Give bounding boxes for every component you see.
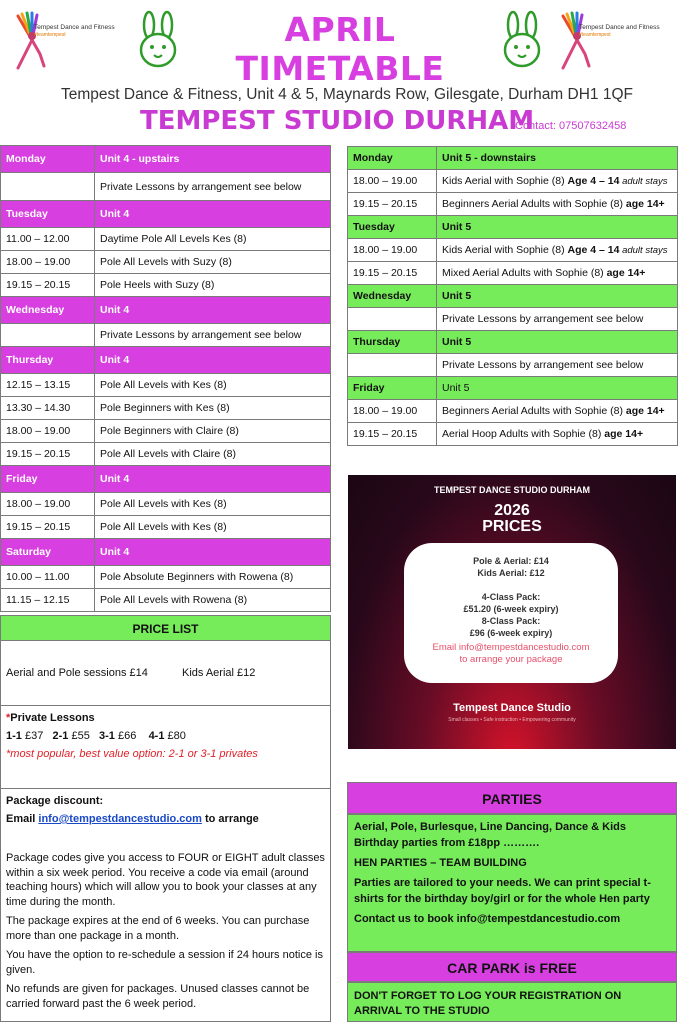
- day-name: Saturday: [1, 539, 95, 566]
- day-name: Thursday: [348, 331, 437, 354]
- class-description: Mixed Aerial Adults with Sophie (8) age 14+: [437, 262, 678, 285]
- unit-label: Unit 5: [437, 331, 678, 354]
- class-row: [348, 239, 678, 262]
- class-time: 19.15 – 20.15: [1, 443, 95, 466]
- class-description: Aerial Hoop Adults with Sophie (8) age 14+: [437, 423, 678, 446]
- class-row: [1, 516, 331, 539]
- unit-label: Unit 5 - downstairs: [437, 147, 678, 170]
- day-header-row: [1, 201, 331, 228]
- class-description: Kids Aerial with Sophie (8) Age 4 – 14 adult stays: [437, 170, 678, 193]
- logo-subtext: #teamtempest: [34, 32, 66, 38]
- parties-body: [347, 814, 677, 952]
- class-time: [348, 308, 437, 331]
- class-time: 11.15 – 12.15: [1, 589, 95, 612]
- day-name: Monday: [348, 147, 437, 170]
- day-name: Wednesday: [348, 285, 437, 308]
- promo-tagline: Small classes • Safe instruction • Empowering community: [448, 717, 576, 723]
- class-row: [1, 173, 331, 201]
- class-time: [1, 324, 95, 347]
- day-header-row: [1, 539, 331, 566]
- promo-arrange: to arrange your package: [459, 654, 563, 665]
- package-email-line: Email info@tempestdancestudio.com to arrange: [6, 813, 259, 825]
- unit-label: Unit 4: [95, 297, 331, 324]
- kids-price: Kids Aerial £12: [182, 667, 256, 679]
- unit-label: Unit 4: [95, 201, 331, 228]
- day-name: Wednesday: [1, 297, 95, 324]
- unit-label: Unit 5: [437, 377, 678, 400]
- day-name: Friday: [348, 377, 437, 400]
- email-link[interactable]: info@tempestdancestudio.com: [38, 813, 202, 825]
- day-name: Friday: [1, 466, 95, 493]
- class-description: Private Lessons by arrangement see below: [95, 324, 331, 347]
- package-heading: Package discount:: [6, 795, 104, 807]
- unit-label: Unit 4 - upstairs: [95, 146, 331, 173]
- logo-subtext: #teamtempest: [579, 32, 611, 38]
- promo-prices-label: PRICES: [482, 518, 542, 535]
- class-description: Pole Heels with Suzy (8): [95, 274, 331, 297]
- day-header-row: [348, 285, 678, 308]
- age-requirement: Age 4 – 14: [567, 175, 620, 187]
- class-description: Pole All Levels with Suzy (8): [95, 251, 331, 274]
- class-row: [1, 397, 331, 420]
- class-row: [1, 251, 331, 274]
- logo-text: Tempest Dance and Fitness: [579, 24, 660, 31]
- class-row: [1, 324, 331, 347]
- class-description: Pole Beginners with Kes (8): [95, 397, 331, 420]
- promo-price-card: Pole & Aerial: £14 Kids Aerial: £12 4-Class Pack: £51.20 (6-week expiry) 8-Class Pack: £96 (6-week expiry) Email info@tempestdancestudio.com to arrange your package: [404, 543, 618, 683]
- age-requirement: Age 4 – 14: [567, 244, 620, 256]
- class-description: Kids Aerial with Sophie (8) Age 4 – 14 adult stays: [437, 239, 678, 262]
- class-description: Beginners Aerial Adults with Sophie (8) age 14+: [437, 193, 678, 216]
- day-header-row: [348, 216, 678, 239]
- promo-year: 2026: [494, 502, 530, 519]
- class-time: 18.00 – 19.00: [348, 239, 437, 262]
- class-row: [348, 262, 678, 285]
- parties-line-4: Contact us to book info@tempestdancestudio.com: [354, 913, 621, 925]
- class-description: Pole All Levels with Claire (8): [95, 443, 331, 466]
- unit5-timetable: [347, 146, 678, 446]
- class-description: Private Lessons by arrangement see below: [437, 354, 678, 377]
- class-time: 18.00 – 19.00: [1, 420, 95, 443]
- promo-studio-name: TEMPEST DANCE STUDIO DURHAM: [433, 485, 590, 495]
- class-time: 18.00 – 19.00: [1, 493, 95, 516]
- class-row: [1, 443, 331, 466]
- parties-line-3: Parties are tailored to your needs. We can print special t-shirts for the birthday boy/girl or for the whole Hen party: [354, 877, 651, 905]
- day-name: Thursday: [1, 347, 95, 374]
- private-prices: 1-1 £37 2-1 £55 3-1 £66 4-1 £80: [6, 730, 186, 742]
- class-time: 19.15 – 20.15: [1, 274, 95, 297]
- class-row: [348, 354, 678, 377]
- class-row: [1, 566, 331, 589]
- class-row: [348, 423, 678, 446]
- day-header-row: [1, 297, 331, 324]
- parties-line-2: HEN PARTIES – TEAM BUILDING: [354, 857, 527, 869]
- class-description: Beginners Aerial Adults with Sophie (8) age 14+: [437, 400, 678, 423]
- package-paragraph-3: You have the option to re-schedule a session if 24 hours notice is given.: [6, 949, 323, 976]
- day-header-row: [348, 147, 678, 170]
- day-name: Tuesday: [348, 216, 437, 239]
- age-requirement: age 14+: [625, 198, 665, 210]
- class-time: 19.15 – 20.15: [348, 423, 437, 446]
- class-description: Pole Beginners with Claire (8): [95, 420, 331, 443]
- package-paragraph-1: Package codes give you access to FOUR or EIGHT adult classes within a six week period. You receive a code via email (around teaching hours) which will allow you to book your classes at any time during the month.: [6, 852, 325, 908]
- age-note: adult stays: [619, 245, 668, 256]
- class-description: Private Lessons by arrangement see below: [437, 308, 678, 331]
- price-list-sessions: [0, 640, 331, 706]
- class-time: [1, 173, 95, 201]
- unit-label: Unit 5: [437, 285, 678, 308]
- class-time: 18.00 – 19.00: [348, 170, 437, 193]
- bunny-icon-right: [500, 10, 544, 70]
- logo-text: Tempest Dance and Fitness: [34, 24, 115, 31]
- unit-label: Unit 4: [95, 466, 331, 493]
- class-description: Pole All Levels with Kes (8): [95, 516, 331, 539]
- package-paragraph-4: No refunds are given for packages. Unused classes cannot be carried forward past the 6 week period.: [6, 983, 310, 1010]
- dancer-logo-right: [555, 10, 675, 72]
- class-time: 18.00 – 19.00: [1, 251, 95, 274]
- age-requirement: age 14+: [606, 267, 646, 279]
- class-row: [1, 420, 331, 443]
- price-list-heading: PRICE LIST: [0, 615, 331, 641]
- private-heading: Private Lessons: [10, 712, 95, 724]
- sessions-price: Aerial and Pole sessions £14: [6, 667, 148, 679]
- private-star: *: [6, 712, 11, 724]
- class-description: Pole All Levels with Kes (8): [95, 493, 331, 516]
- promo-email: Email info@tempestdancestudio.com: [432, 642, 590, 653]
- day-header-row: [1, 347, 331, 374]
- age-requirement: age 14+: [604, 428, 644, 440]
- package-discount-section: [0, 788, 331, 1022]
- class-row: [348, 170, 678, 193]
- package-paragraph-2: The package expires at the end of 6 weeks. You can purchase more than one package in a month.: [6, 915, 310, 942]
- class-row: [1, 274, 331, 297]
- popular-note: *most popular, best value option: 2-1 or 3-1 privates: [6, 748, 258, 760]
- class-description: Private Lessons by arrangement see below: [95, 173, 331, 201]
- prices-promo-graphic: [348, 475, 676, 749]
- parties-heading: PARTIES: [347, 782, 677, 814]
- unit4-timetable: [0, 145, 331, 612]
- class-description: Pole All Levels with Kes (8): [95, 374, 331, 397]
- promo-brand: Tempest Dance Studio: [453, 702, 571, 714]
- class-row: [348, 400, 678, 423]
- dancer-logo-left: [10, 10, 115, 72]
- studio-name: TEMPEST STUDIO DURHAM: [140, 106, 535, 136]
- contact-number: Contact: 07507632458: [515, 120, 627, 132]
- age-note: adult stays: [619, 176, 668, 187]
- class-time: 11.00 – 12.00: [1, 228, 95, 251]
- class-time: 18.00 – 19.00: [348, 400, 437, 423]
- day-header-row: [1, 466, 331, 493]
- class-time: 19.15 – 20.15: [1, 516, 95, 539]
- class-row: [1, 228, 331, 251]
- class-time: 12.15 – 13.15: [1, 374, 95, 397]
- day-name: Tuesday: [1, 201, 95, 228]
- class-row: [1, 493, 331, 516]
- class-row: [1, 589, 331, 612]
- class-description: Daytime Pole All Levels Kes (8): [95, 228, 331, 251]
- page-title: APRIL TIMETABLE: [235, 10, 445, 88]
- studio-address: Tempest Dance & Fitness, Unit 4 & 5, Maynards Row, Gilesgate, Durham DH1 1QF: [60, 86, 633, 103]
- private-lessons-section: [0, 705, 331, 789]
- day-header-row: [1, 146, 331, 173]
- bunny-icon-left: [136, 10, 180, 70]
- class-row: [1, 374, 331, 397]
- class-time: 13.30 – 14.30: [1, 397, 95, 420]
- class-time: 19.15 – 20.15: [348, 262, 437, 285]
- day-header-row: [348, 377, 678, 400]
- day-header-row: [348, 331, 678, 354]
- class-row: [348, 193, 678, 216]
- age-requirement: age 14+: [625, 405, 665, 417]
- class-description: Pole Absolute Beginners with Rowena (8): [95, 566, 331, 589]
- class-time: 10.00 – 11.00: [1, 566, 95, 589]
- unit-label: Unit 4: [95, 539, 331, 566]
- class-row: [348, 308, 678, 331]
- car-park-heading: CAR PARK is FREE: [347, 952, 677, 982]
- class-time: [348, 354, 437, 377]
- unit-label: Unit 4: [95, 347, 331, 374]
- car-park-note: DON'T FORGET TO LOG YOUR REGISTRATION ON ARRIVAL TO THE STUDIO: [347, 982, 677, 1022]
- class-description: Pole All Levels with Rowena (8): [95, 589, 331, 612]
- day-name: Monday: [1, 146, 95, 173]
- class-time: 19.15 – 20.15: [348, 193, 437, 216]
- parties-line-1: Aerial, Pole, Burlesque, Line Dancing, Dance & Kids Birthday parties from £18pp ……….: [354, 821, 627, 849]
- unit-label: Unit 5: [437, 216, 678, 239]
